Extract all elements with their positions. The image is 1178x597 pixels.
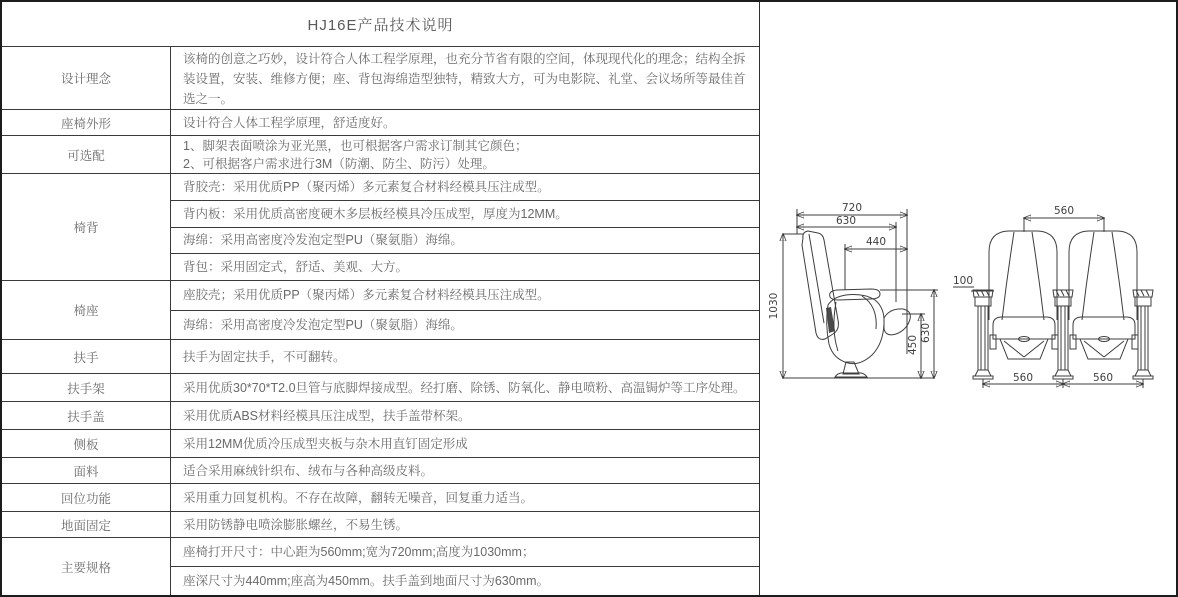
front-view-drawing bbox=[953, 205, 1153, 388]
spec-line: 扶手为固定扶手，不可翻转。 bbox=[183, 349, 346, 364]
spec-cell bbox=[171, 512, 759, 537]
row-label: 回位功能 bbox=[2, 484, 171, 511]
row-label: 扶手 bbox=[2, 340, 171, 373]
seat-cushion-right bbox=[1070, 317, 1138, 359]
spec-cell bbox=[171, 174, 759, 200]
spec-cell bbox=[171, 253, 759, 280]
side-dim-total-height: 1030 bbox=[768, 292, 780, 320]
spec-line: 该椅的创意之巧妙，设计符合人体工程学原理，也充分节省有限的空间，体现现代化的理念；结构全拆装设置，安装、维修方便；座、背包海绵造型独特，精致大方，可为电影院、礼堂、会议场所等最佳首选之一。 bbox=[183, 52, 746, 106]
spec-line: 采用防锈静电喷涂膨胀螺丝，不易生锈。 bbox=[183, 517, 409, 532]
spec-cell bbox=[171, 281, 759, 310]
title-row bbox=[2, 2, 759, 46]
spec-line: 采用12MM优质冷压成型夹板与杂木用直钉固定形成 bbox=[183, 436, 468, 451]
spec-line: 背胶壳：采用优质PP（聚丙烯）多元素复合材料经模具压注成型。 bbox=[183, 179, 550, 194]
spec-cell bbox=[171, 484, 759, 511]
seat-side-curve2 bbox=[862, 296, 876, 329]
spec-line: 背包：采用固定式，舒适、美观、大方。 bbox=[183, 260, 409, 275]
chair-dimension-drawing bbox=[760, 2, 1176, 595]
side-dim-seat-height: 450 bbox=[907, 334, 919, 356]
spec-cell bbox=[171, 200, 759, 227]
spec-cell bbox=[171, 227, 759, 254]
spec-cell bbox=[171, 47, 759, 111]
backrest-front-left bbox=[989, 231, 1057, 320]
spec-line: 采用优质30*70*T2.0旦管与底脚焊接成型。经打磨、除锈、防氧化、静电喷粉、高温锔炉等工序处理。 bbox=[183, 380, 746, 395]
armrest-wing-side bbox=[884, 309, 910, 335]
side-dim-seat-depth: 440 bbox=[865, 236, 887, 248]
spec-row-fabric bbox=[2, 457, 759, 483]
backrest-seam bbox=[1112, 232, 1124, 320]
spec-cell bbox=[171, 110, 759, 135]
side-dim-total-width: 720 bbox=[841, 202, 863, 214]
front-dim-center-distance: 560 bbox=[1053, 205, 1075, 217]
spec-cell bbox=[171, 340, 759, 373]
spec-line: 设计符合人体工程学原理，舒适度好。 bbox=[183, 115, 396, 130]
spec-cell bbox=[171, 566, 759, 595]
spec-line: 1、脚架表面喷涂为亚光黑，也可根据客户需求订制其它颜色； bbox=[183, 139, 528, 153]
spec-row-side-panel bbox=[2, 429, 759, 457]
spec-line: 海绵：采用高密度冷发泡定型PU（聚氨脂）海绵。 bbox=[183, 317, 463, 332]
backrest-seam bbox=[1002, 232, 1014, 320]
spec-line: 座深尺寸为440mm;座高为450mm。扶手盖到地面尺寸为630mm。 bbox=[183, 574, 550, 588]
backrest-seam bbox=[1082, 232, 1094, 320]
front-dim-center-left: 560 bbox=[1012, 372, 1034, 384]
backrest-seam bbox=[1032, 232, 1044, 320]
front-dim-armrest-width: 100 bbox=[952, 275, 974, 287]
spec-line: 2、可根据客户需求进行3M（防潮、防尘、防污）处理。 bbox=[183, 156, 495, 171]
spec-row-seat-shape bbox=[2, 109, 759, 135]
spec-row-optional-config bbox=[2, 135, 759, 173]
backrest-front-right bbox=[1069, 231, 1137, 320]
backrest-side-seam bbox=[809, 234, 824, 323]
page-title: HJ16E产品技术说明 bbox=[307, 16, 454, 34]
side-dim-back-width: 630 bbox=[835, 215, 857, 227]
spec-cell bbox=[171, 538, 759, 566]
spec-row-backrest bbox=[2, 173, 759, 280]
row-label: 设计理念 bbox=[2, 47, 171, 109]
spec-row-armrest-frame bbox=[2, 373, 759, 401]
spec-line: 适合采用麻绒针织布、绒布与各种高级皮料。 bbox=[183, 463, 434, 478]
seat-cushion-left bbox=[990, 317, 1058, 359]
spec-cell bbox=[171, 458, 759, 483]
row-label: 可选配 bbox=[2, 136, 171, 173]
spec-line: 座胶壳；采用优质PP（聚丙烯）多元素复合材料经模具压注成型。 bbox=[183, 288, 550, 303]
spec-line: 海绵：采用高密度冷发泡定型PU（聚氨脂）海绵。 bbox=[183, 233, 463, 248]
spec-row-floor-fixing bbox=[2, 511, 759, 537]
spec-cell bbox=[171, 430, 759, 457]
spec-line: 座椅打开尺寸：中心距为560mm;宽为720mm;高度为1030mm； bbox=[183, 545, 535, 559]
spec-line: 采用重力回复机构。不存在故障，翻转无噪音，回复重力适当。 bbox=[183, 490, 534, 505]
spec-cell bbox=[171, 136, 759, 175]
spec-cell bbox=[171, 310, 759, 340]
spec-line: 采用优质ABS材料经模具压注成型，扶手盖带杯架。 bbox=[183, 408, 471, 423]
spec-row-armrest bbox=[2, 339, 759, 373]
row-label: 椅背 bbox=[2, 174, 171, 280]
technical-drawing-panel bbox=[760, 2, 1176, 595]
spec-cell bbox=[171, 402, 759, 429]
row-label: 主要规格 bbox=[2, 538, 171, 595]
row-label: 地面固定 bbox=[2, 512, 171, 537]
spec-row-main-specs bbox=[2, 537, 759, 595]
pedestal-base bbox=[835, 373, 867, 377]
row-label: 扶手架 bbox=[2, 374, 171, 401]
front-dim-center-right: 560 bbox=[1092, 372, 1114, 384]
row-label: 座椅外形 bbox=[2, 110, 171, 135]
spec-line: 背内板：采用优质高密度硬木多层板经模具冷压成型，厚度为12MM。 bbox=[183, 206, 568, 221]
side-dim-armrest-to-floor: 630 bbox=[920, 322, 932, 344]
side-view-drawing bbox=[768, 202, 938, 378]
spec-cell bbox=[171, 374, 759, 401]
spec-row-design-concept bbox=[2, 46, 759, 109]
spec-table bbox=[2, 2, 760, 595]
spec-row-seat bbox=[2, 280, 759, 339]
spec-row-return-function bbox=[2, 483, 759, 511]
row-label: 侧板 bbox=[2, 430, 171, 457]
row-label: 椅座 bbox=[2, 281, 171, 339]
row-label: 面料 bbox=[2, 458, 171, 483]
row-label: 扶手盖 bbox=[2, 402, 171, 429]
spec-row-armrest-cover bbox=[2, 401, 759, 429]
